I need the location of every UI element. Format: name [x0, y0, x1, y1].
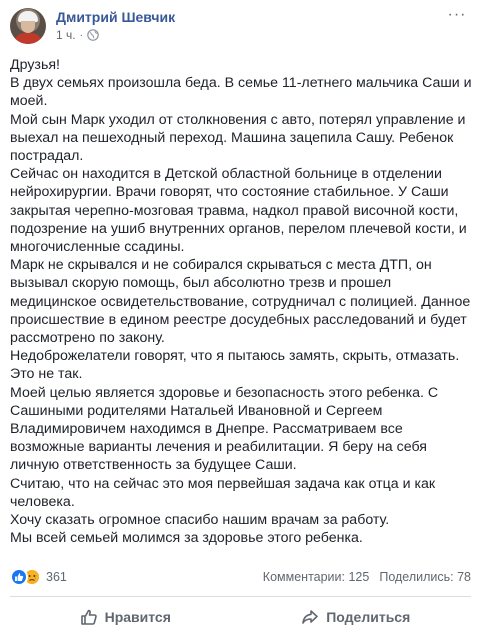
- more-options-icon[interactable]: ···: [447, 6, 467, 23]
- post-paragraph: Мы всей семьей молимся за здоровье этого ребенка.: [10, 530, 363, 547]
- post-paragraph: Хочу сказать огромное спасибо нашим врачам за работу.: [10, 512, 390, 529]
- share-label: Поделиться: [326, 609, 411, 625]
- author-name[interactable]: Дмитрий Шевчик: [56, 9, 176, 25]
- post-paragraph: Недоброжелатели говорят, что я пытаюсь замять, скрыть, отмазать. Это не так.: [10, 348, 460, 383]
- reactions-count: 361: [46, 570, 67, 584]
- share-arrow-icon: [301, 608, 319, 626]
- share-button[interactable]: [241, 600, 472, 634]
- reactions-summary[interactable]: [10, 568, 67, 586]
- comments-count-link[interactable]: Комментарии: 125: [262, 570, 370, 584]
- divider: [10, 596, 471, 597]
- post-paragraph: В двух семьях произошла беда. В семье 11-летнего мальчика Саши и моей.: [10, 75, 472, 110]
- post-text: [10, 56, 472, 547]
- post-paragraph: Мой сын Марк уходил от столкновения с авто, потерял управление и выехал на пешеходный переход. Машина зацепила Сашу. Ребенок пострадал.: [10, 111, 466, 165]
- thumbs-up-outline-icon: [80, 608, 98, 626]
- thumbs-up-icon: [10, 568, 28, 586]
- globe-icon[interactable]: [87, 29, 99, 41]
- post-time[interactable]: 1 ч.: [56, 28, 76, 42]
- post-paragraph: Марк не скрывался и не собирался скрываться с места ДТП, он вызывал скорую помощь, был абсолютно трезв и прошел медицинское освидетельствование, сотрудничал с полицией. Данное происшествие в едином реестре досудебных расследований и будет рассмотрено по закону.: [10, 257, 471, 347]
- shares-count-link[interactable]: Поделились: 78: [379, 570, 471, 584]
- like-label: Нравится: [104, 609, 171, 625]
- post-stats: [10, 566, 471, 588]
- post-paragraph: Считаю, что на сейчас это моя первейшая задача как отца и как человека.: [10, 475, 436, 510]
- post-paragraph: Сейчас он находится в Детской областной больнице в отделении нейрохирургии. Врачи говорят, что состояние стабильное. У Саши закрытая черепно-мозговая травма, надкол правой височной кости, подозрение на ушиб внутренних органов, перелом плечевой кости, и многочисленные ссадины.: [10, 166, 467, 256]
- post-paragraph: Моей целью является здоровье и безопасность этого ребенка. С Сашиными родителями Натальей Ивановной и Сергеем Владимировичем находимся в Днепре. Рассматриваем все возможные варианты лечения и реабилитации. Я беру на себя личную ответственность за будущее Саши.: [10, 384, 439, 474]
- post-paragraph: Друзья!: [10, 57, 60, 73]
- meta-separator: ·: [79, 29, 83, 41]
- post-actions: [10, 600, 471, 634]
- avatar[interactable]: [10, 8, 46, 44]
- like-button[interactable]: [10, 600, 241, 634]
- stats-right: [263, 570, 471, 584]
- post-header: [10, 8, 471, 44]
- post-meta: [56, 28, 99, 42]
